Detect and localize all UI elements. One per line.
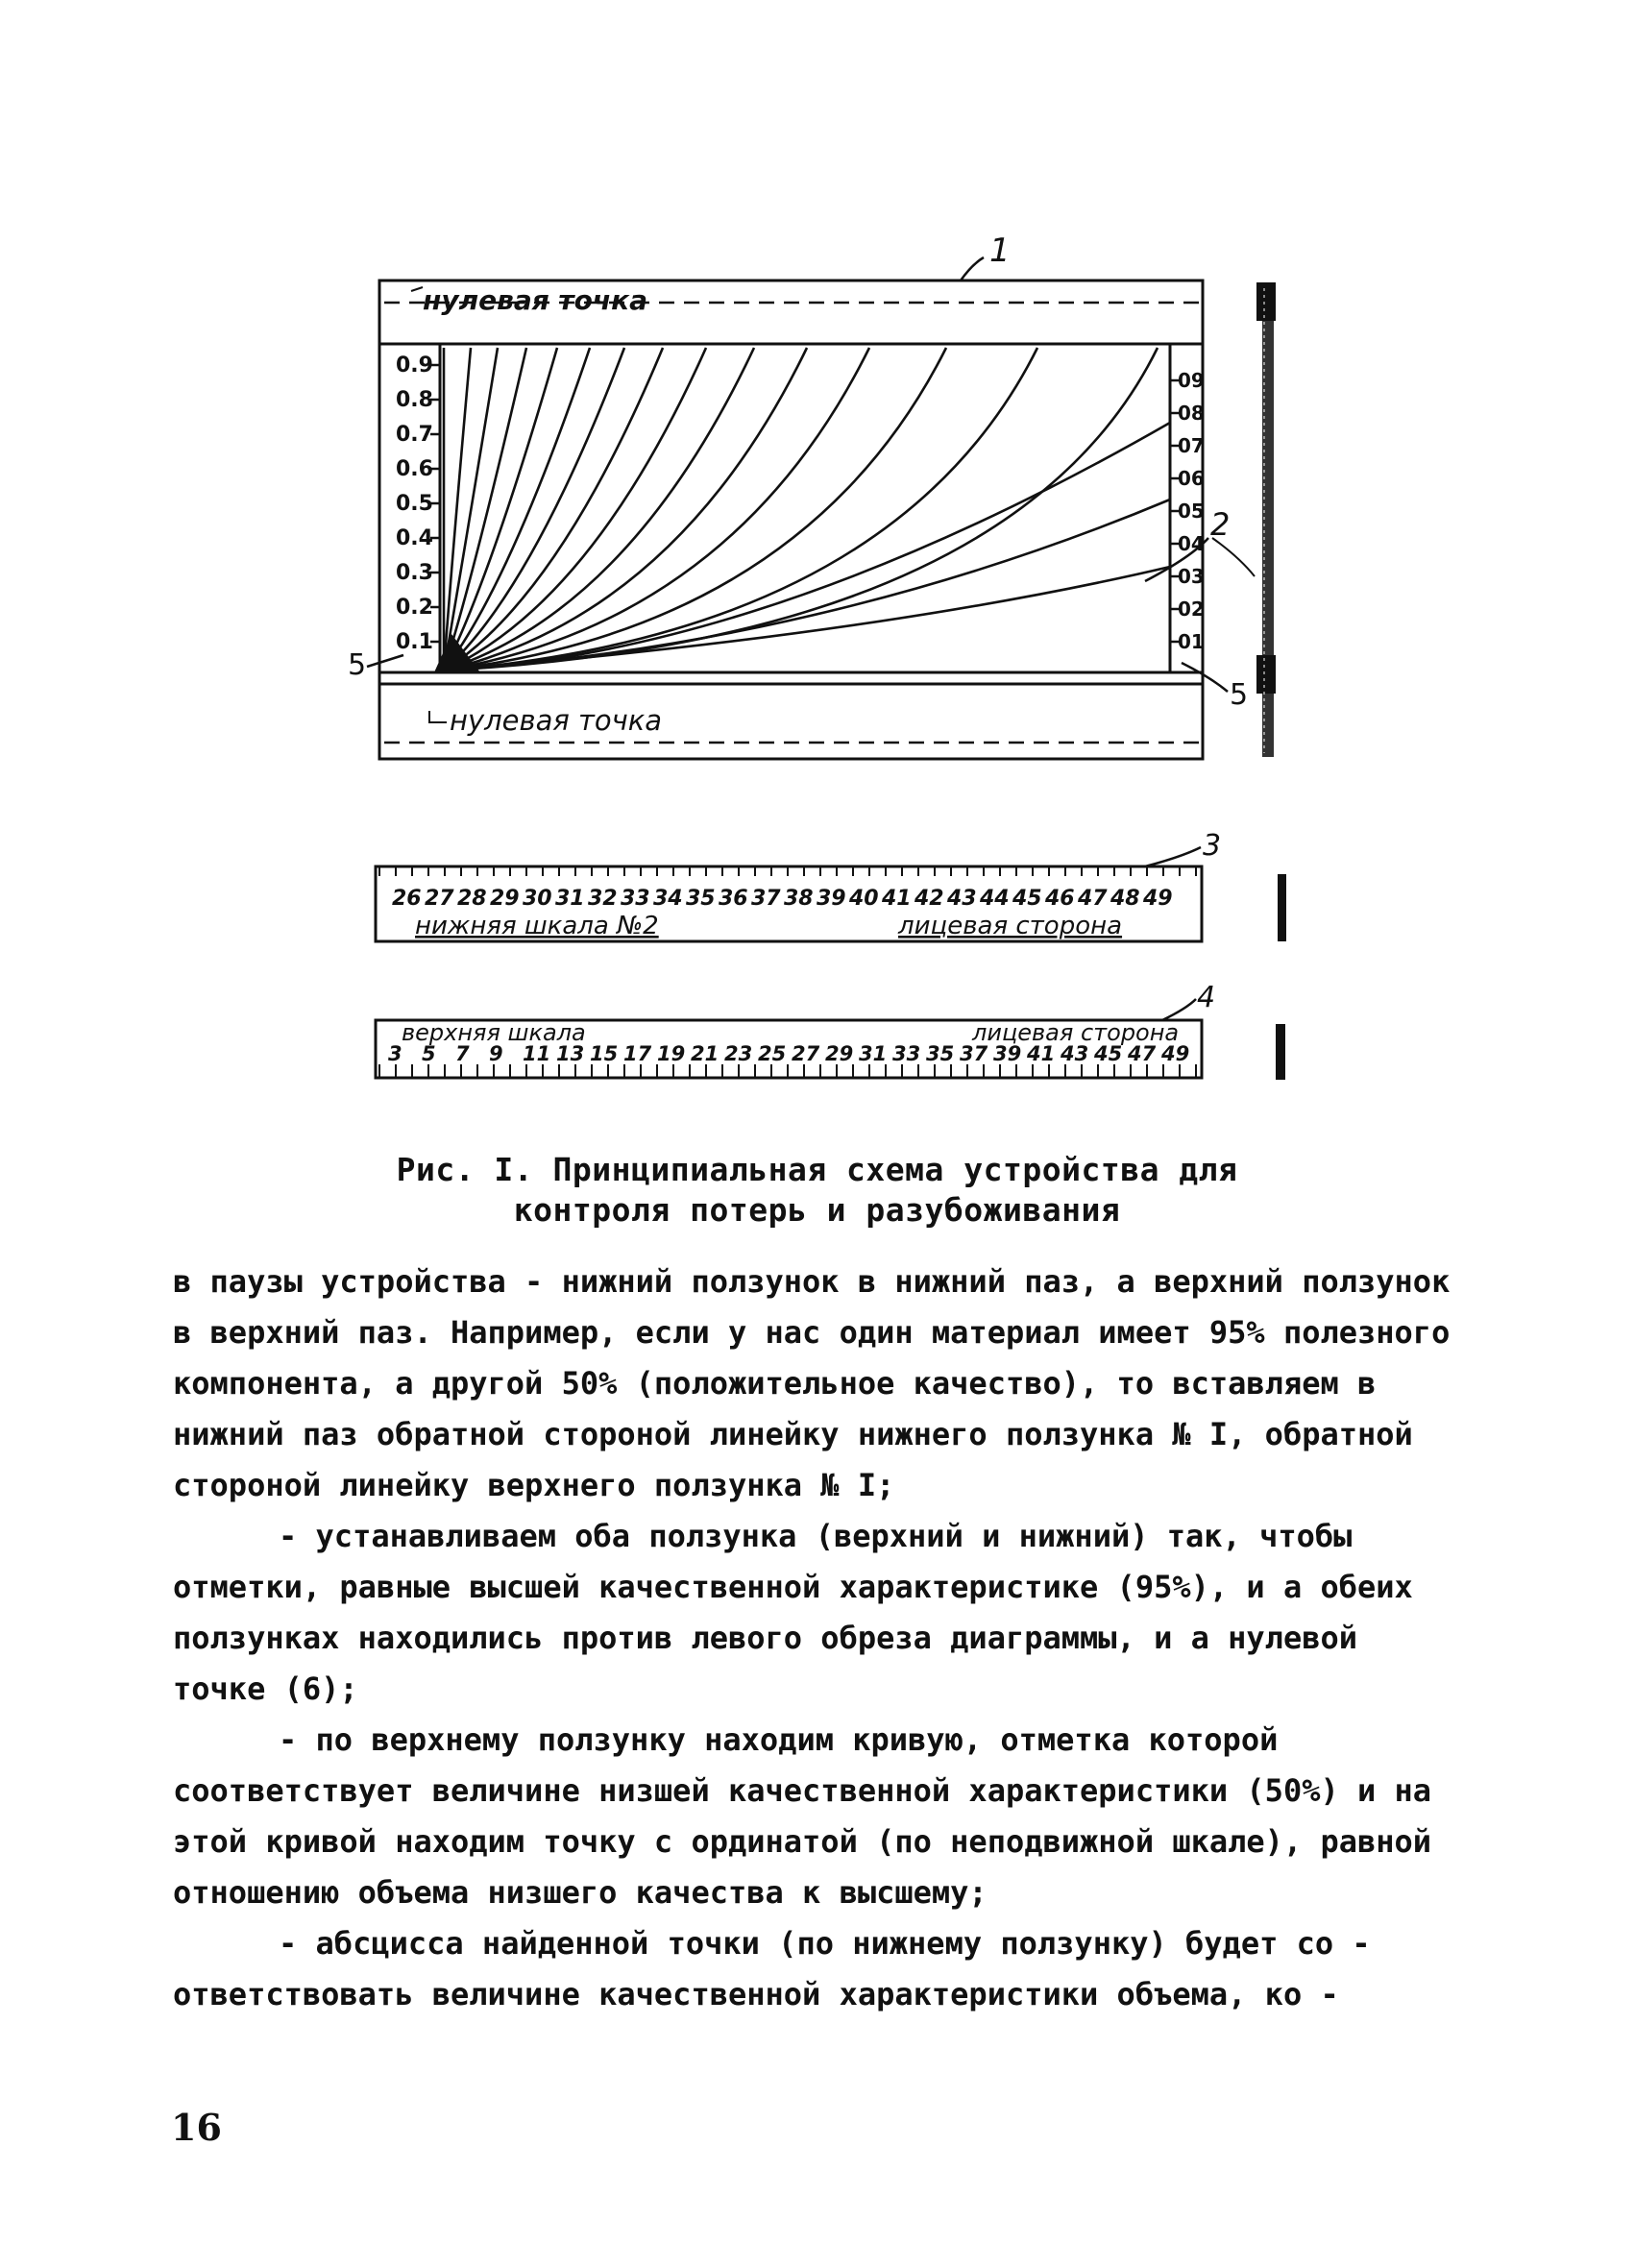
upper-slider-number: 23 — [724, 1042, 753, 1065]
left-scale-label: 0.9 — [396, 354, 433, 378]
upper-slider-number: 41 — [1027, 1042, 1056, 1065]
lower-slider-number: 26 — [392, 887, 422, 911]
upper-slider-label: верхняя шкала — [402, 1019, 586, 1046]
body-text — [173, 1256, 1460, 2020]
bottom-band-label: нулевая точка — [450, 704, 663, 737]
lower-slider-number: 43 — [947, 887, 977, 911]
right-scale-label: 01 — [1178, 630, 1205, 653]
lower-slider-side-label: лицевая сторона — [898, 912, 1123, 940]
callout-5-left: 5 — [348, 648, 367, 682]
lower-slider-number: 31 — [555, 887, 585, 911]
right-scale-label: 03 — [1178, 565, 1205, 588]
upper-slider-number: 29 — [825, 1042, 854, 1065]
quality-curve — [444, 348, 498, 671]
upper-slider-number: 21 — [691, 1042, 719, 1065]
lower-slider-number: 37 — [751, 887, 781, 911]
top-band-label: нулевая точка — [423, 284, 648, 316]
quality-curves — [444, 348, 1170, 671]
lower-slider-number: 47 — [1078, 887, 1108, 911]
lower-slider-number: 35 — [686, 887, 716, 911]
upper-slider-number: 49 — [1161, 1042, 1190, 1065]
left-scale-label: 0.8 — [396, 388, 433, 412]
quality-curve — [444, 348, 1158, 671]
upper-slider-number: 5 — [422, 1042, 436, 1065]
left-scale-label: 0.3 — [396, 561, 433, 585]
right-scale-label: 07 — [1178, 434, 1205, 457]
upper-slider-side-label: лицевая сторона — [972, 1019, 1180, 1046]
lower-slider-number: 48 — [1110, 887, 1140, 911]
right-scale-label: 04 — [1178, 532, 1205, 555]
lower-slider-number: 45 — [1012, 887, 1042, 911]
left-scale-label: 0.2 — [396, 596, 433, 620]
lower-slider-number: 46 — [1045, 887, 1075, 911]
lower-slider-number: 32 — [588, 887, 618, 911]
lower-slider-number: 39 — [817, 887, 846, 911]
upper-slider-number: 7 — [455, 1042, 470, 1065]
upper-slider-number: 25 — [758, 1042, 787, 1065]
lower-slider-number: 36 — [719, 887, 748, 911]
upper-slider-section — [1276, 1024, 1285, 1080]
right-scale-labels — [1178, 369, 1205, 653]
upper-slider-number: 33 — [892, 1042, 921, 1065]
left-scale-label: 0.5 — [396, 492, 433, 516]
figure-caption-line2: контроля потерь и разубоживания — [513, 1191, 1121, 1229]
right-scale-label: 05 — [1178, 500, 1205, 523]
quality-curve — [444, 567, 1170, 671]
upper-slider-number: 45 — [1094, 1042, 1123, 1065]
figure-caption-line1: Рис. I. Принципиальная схема устройства для — [396, 1151, 1238, 1188]
callout-5-right: 5 — [1230, 678, 1249, 712]
upper-slider-number: 37 — [960, 1042, 988, 1065]
upper-slider-number: 11 — [523, 1042, 551, 1065]
quality-curve — [444, 348, 1037, 671]
left-scale-labels — [396, 354, 433, 654]
lower-slider-number: 41 — [882, 887, 912, 911]
right-scale-label: 06 — [1178, 467, 1205, 490]
upper-slider-number: 35 — [926, 1042, 955, 1065]
callout-1: 1 — [989, 232, 1011, 270]
upper-slider-number: 31 — [859, 1042, 888, 1065]
side-section-view — [1256, 282, 1276, 757]
lower-slider-ruler — [376, 829, 1221, 941]
lower-slider-number: 27 — [425, 887, 454, 911]
upper-slider-number: 9 — [489, 1042, 503, 1065]
paragraph-4: - абсцисса найденной точки (по нижнему ползунку) будет со - ответствовать величине качественной характеристики объема, ко - — [173, 1925, 1371, 2012]
quality-curve — [444, 348, 706, 671]
right-scale-label: 09 — [1178, 369, 1205, 392]
lower-slider-number: 30 — [523, 887, 552, 911]
upper-slider-number: 47 — [1128, 1042, 1157, 1065]
paragraph-3: - по верхнему ползунку находим кривую, отметка которой соответствует величине низшей качественной характеристики (50%) и на этой кривой находим точку с ординатой (по неподвижной шкале), равной отношению объема низшего качества к высшему; — [173, 1721, 1432, 1911]
upper-slider-number: 13 — [556, 1042, 585, 1065]
lower-slider-number: 29 — [490, 887, 520, 911]
quality-curve — [444, 423, 1170, 671]
lower-slider-number: 42 — [915, 887, 944, 911]
upper-slider-number: 3 — [388, 1042, 402, 1065]
lower-slider-number: 34 — [653, 887, 683, 911]
upper-slider-number: 15 — [590, 1042, 619, 1065]
callout-4: 4 — [1197, 981, 1216, 1014]
callout-2: 2 — [1210, 506, 1231, 543]
right-scale-label: 08 — [1178, 402, 1205, 425]
lower-slider-number: 33 — [621, 887, 650, 911]
lower-slider-section — [1278, 874, 1286, 941]
left-scale-label: 0.7 — [396, 423, 433, 447]
lower-slider-number: 38 — [784, 887, 814, 911]
lower-slider-number: 49 — [1143, 887, 1173, 911]
page-number: 16 — [171, 2106, 222, 2149]
lower-slider-number: 44 — [980, 887, 1010, 911]
left-scale-label: 0.4 — [396, 526, 433, 550]
paragraph-1: в паузы устройства - нижний ползунок в нижний паз, а верхний ползунок в верхний паз. Например, если у нас один материал имеет 95% полезного компонента, а другой 50% (положительное качество), то вставляем в нижний паз обратной стороной линейку нижнего ползунка № I, обратной стороной линейку верхнего ползунка № I; — [173, 1263, 1451, 1503]
right-scale-label: 02 — [1178, 597, 1205, 621]
upper-slider-ruler — [376, 981, 1215, 1078]
upper-slider-number: 39 — [993, 1042, 1022, 1065]
quality-curve — [444, 348, 807, 671]
lower-slider-number: 40 — [849, 887, 879, 911]
upper-slider-number: 19 — [657, 1042, 686, 1065]
left-scale-label: 0.1 — [396, 630, 433, 654]
upper-slider-number: 43 — [1061, 1042, 1089, 1065]
upper-slider-number: 17 — [623, 1042, 652, 1065]
upper-slider-number: 27 — [792, 1042, 820, 1065]
callout-3: 3 — [1203, 829, 1222, 863]
paragraph-2: - устанавливаем оба ползунка (верхний и нижний) так, чтобы отметки, равные высшей качественной характеристике (95%), и а обеих ползунках находились против левого обреза диаграммы, и а нулевой точке (6); — [173, 1518, 1413, 1707]
lower-slider-number: 28 — [457, 887, 487, 911]
lower-slider-label: нижняя шкала №2 — [415, 912, 659, 940]
left-scale-label: 0.6 — [396, 457, 433, 481]
